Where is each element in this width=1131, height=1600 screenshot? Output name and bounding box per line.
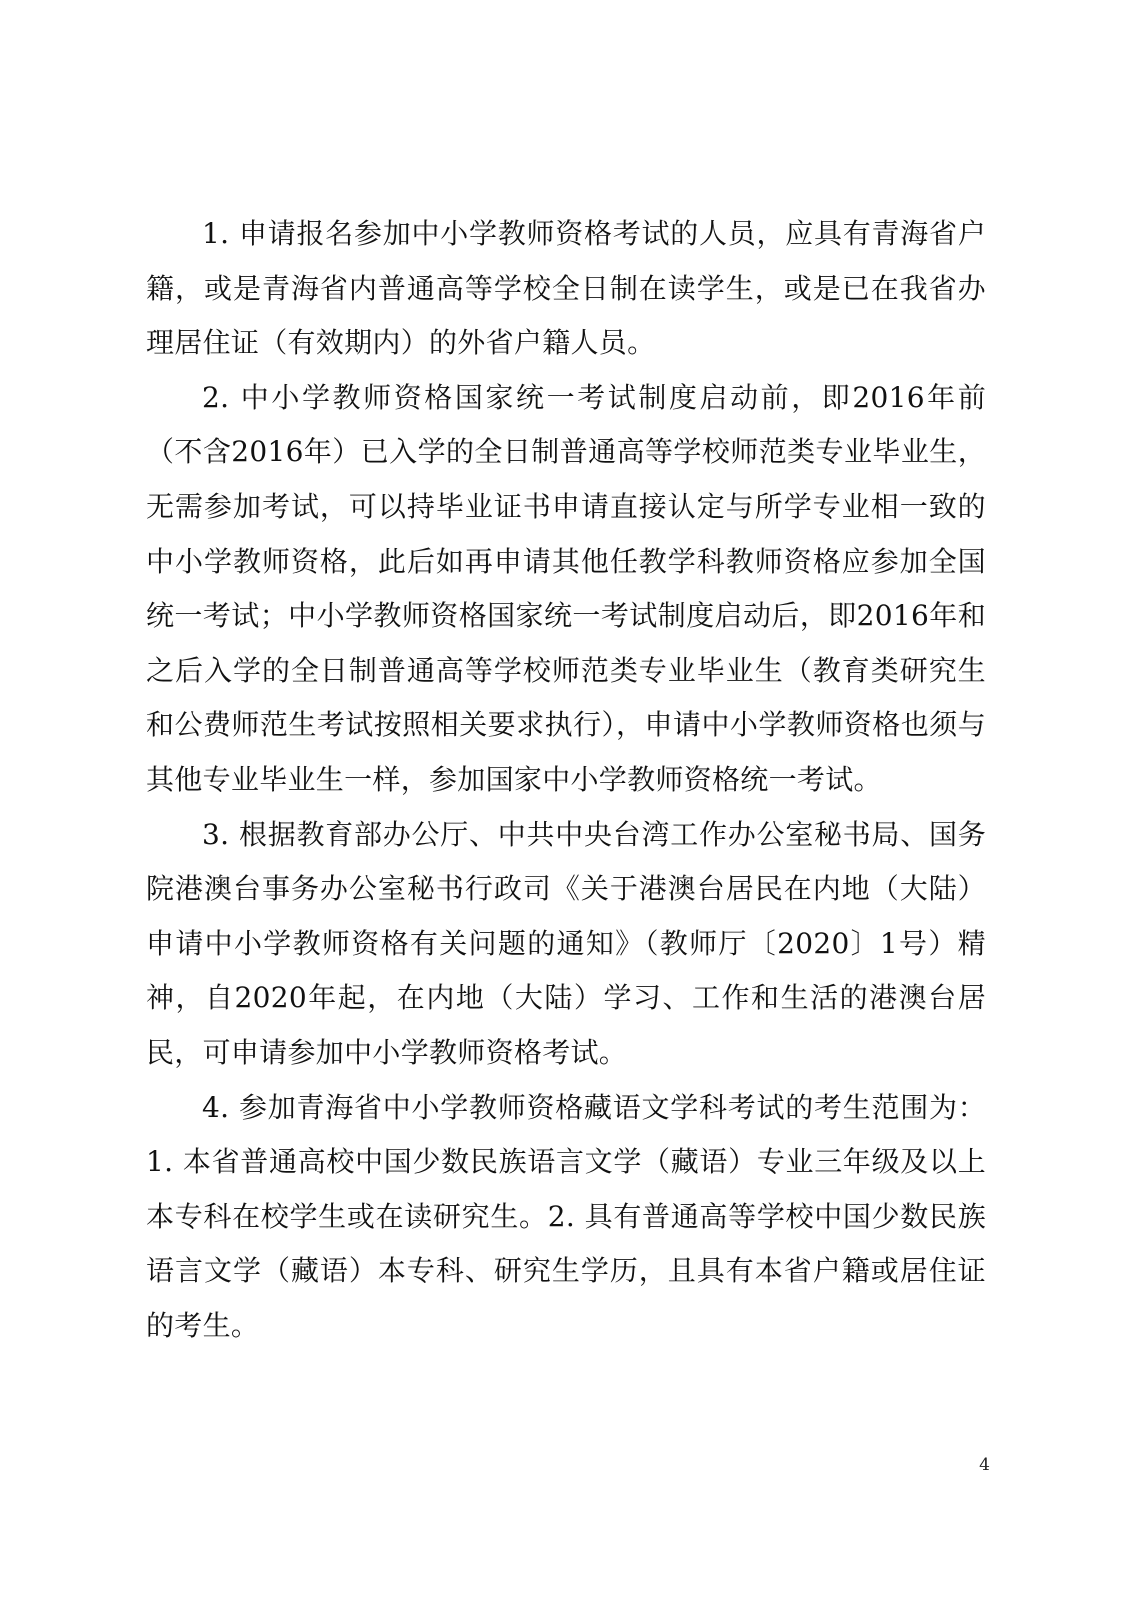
paragraph-1: 1. 申请报名参加中小学教师资格考试的人员，应具有青海省户籍，或是青海省内普通高等学校全日制在读学生，或是已在我省办理居住证（有效期内）的外省户籍人员。 (146, 217, 986, 360)
paragraph-4: 4. 参加青海省中小学教师资格藏语文学科考试的考生范围为：1. 本省普通高校中国少数民族语言文学（藏语）专业三年级及以上本专科在校学生或在读研究生。2. 具有普通高等学校中国少数民族语言文学（藏语）本专科、研究生学历，且具有本省户籍或居住证的考生。 (146, 1090, 986, 1342)
page-number: 4 (979, 1455, 990, 1475)
body-text (146, 207, 986, 1353)
paragraph-3: 3. 根据教育部办公厅、中共中央台湾工作办公室秘书局、国务院港澳台事务办公室秘书行政司《关于港澳台居民在内地（大陆）申请中小学教师资格有关问题的通知》（教师厅〔2020〕1号）精神，自2020年起，在内地（大陆）学习、工作和生活的港澳台居民，可申请参加中小学教师资格考试。 (146, 817, 986, 1069)
paragraph-2: 2. 中小学教师资格国家统一考试制度启动前，即2016年前（不含2016年）已入学的全日制普通高等学校师范类专业毕业生，无需参加考试，可以持毕业证书申请直接认定与所学专业相一致的中小学教师资格，此后如再申请其他任教学科教师资格应参加全国统一考试；中小学教师资格国家统一考试制度启动后，即2016年和之后入学的全日制普通高等学校师范类专业毕业生（教育类研究生和公费师范生考试按照相关要求执行），申请中小学教师资格也须与其他专业毕业生一样，参加国家中小学教师资格统一考试。 (146, 380, 986, 796)
